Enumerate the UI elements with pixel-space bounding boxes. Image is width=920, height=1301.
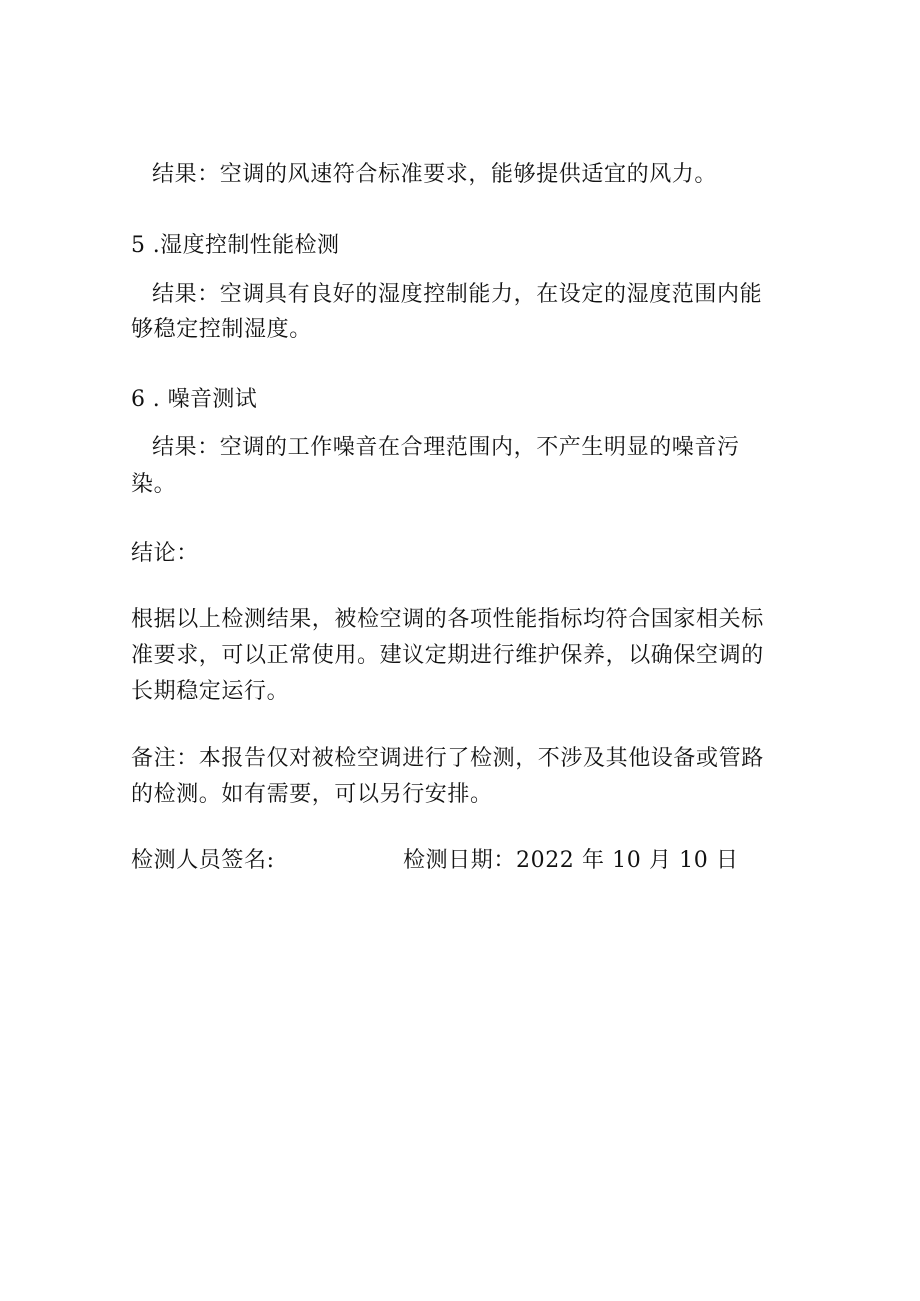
noise-result-line-2: 染。 [131,472,177,497]
humidity-result-line-1: 结果：空调具有良好的湿度控制能力，在设定的湿度范围内能 [152,282,763,307]
inspector-signature-label: 检测人员签名: [131,848,275,873]
humidity-section-heading: 5 .湿度控制性能检测 [131,233,340,258]
conclusion-label: 结论： [131,541,199,566]
conclusion-text-line-3: 长期稳定运行。 [131,679,290,704]
humidity-result-line-2: 够稳定控制湿度。 [131,317,312,342]
noise-section-heading: 6 . 噪音测试 [131,387,258,412]
conclusion-text-line-2: 准要求，可以正常使用。建议定期进行维护保养，以确保空调的 [131,643,764,668]
wind-speed-result: 结果：空调的风速符合标准要求，能够提供适宜的风力。 [152,162,718,187]
inspection-date: 检测日期：2022 年 10 月 10 日 [403,848,739,873]
remarks-line-2: 的检测。如有需要，可以另行安排。 [131,782,493,807]
noise-result-line-1: 结果：空调的工作噪音在合理范围内，不产生明显的噪音污 [152,435,740,460]
remarks-line-1: 备注：本报告仅对被检空调进行了检测，不涉及其他设备或管路 [131,746,764,771]
conclusion-text-line-1: 根据以上检测结果，被检空调的各项性能指标均符合国家相关标 [131,607,764,632]
